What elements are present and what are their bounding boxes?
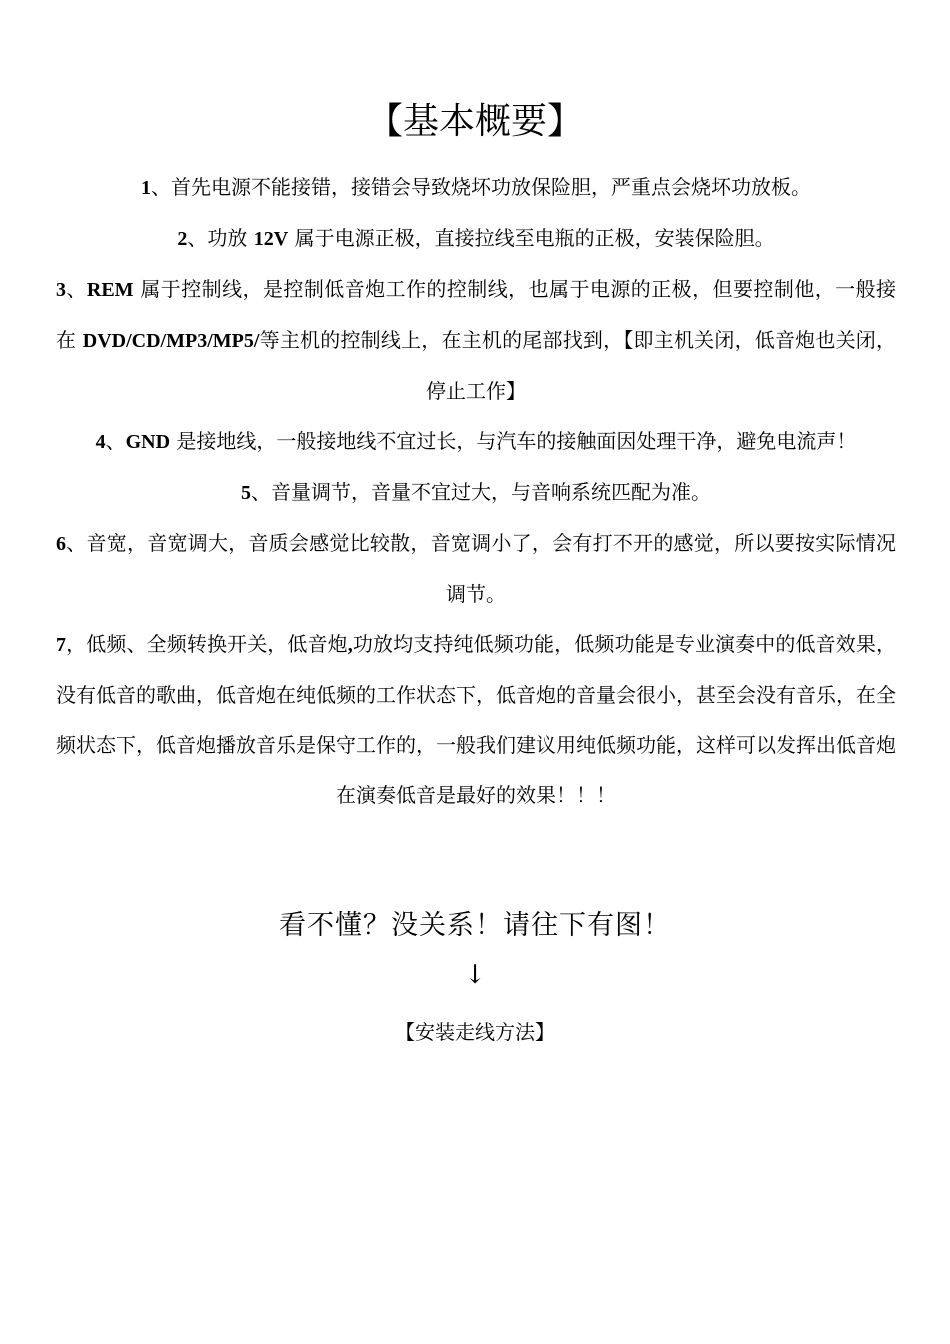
- item-3-text-pre: 、: [66, 277, 87, 301]
- item-7: [56, 619, 896, 820]
- section-heading-install: 【安装走线方法】: [395, 1020, 555, 1044]
- item-6-text: 、音宽，音宽调大，音质会感觉比较散，音宽调小了，会有打不开的感觉，所以要按实际情况调节。: [66, 531, 896, 606]
- down-arrow-icon: ↓: [464, 960, 486, 990]
- item-1-text: 、首先电源不能接错，接错会导致烧坏功放保险胆，严重点会烧坏功放板。: [151, 175, 811, 199]
- item-6: [56, 518, 896, 619]
- item-4-gnd: GND: [125, 431, 171, 453]
- item-3-rem: REM: [86, 279, 134, 301]
- item-1: [56, 162, 896, 213]
- item-3-number: 3: [56, 279, 66, 301]
- item-4-text-pre: 、: [105, 429, 126, 453]
- item-3-text-post: 等主机的控制线上，在主机的尾部找到，【即主机关闭，低音炮也关闭，停止工作】: [259, 328, 897, 403]
- item-4: [56, 416, 896, 467]
- item-2: [56, 213, 896, 264]
- item-5-number: 5: [241, 482, 251, 504]
- item-1-number: 1: [141, 177, 151, 199]
- item-6-number: 6: [56, 533, 66, 555]
- see-below-prompt: 看不懂？没关系！请往下有图！: [279, 910, 671, 941]
- item-2-voltage: 12V: [253, 228, 289, 250]
- item-2-number: 2: [177, 228, 188, 250]
- item-4-number: 4: [95, 431, 106, 453]
- item-7-text-pre: ，低频、全频转换开关，低音炮: [66, 632, 348, 656]
- item-7-text-post: 功放均支持纯低频功能，低频功能是专业演奏中的低音效果，没有低音的歌曲，低音炮在纯低频的工作状态下，低音炮的音量会很小，甚至会没有音乐，在全频状态下，低音炮播放音乐是保守工作的，一般我们建议用纯低频功能，这样可以发挥出低音炮在演奏低音是最好的效果！！！: [56, 632, 897, 807]
- item-2-text-post: 属于电源正极，直接拉线至电瓶的正极，安装保险胆。: [288, 226, 775, 250]
- item-3-text-mid: 属于控制线，是控制低音炮工作的控制线，也属于电源的正极，但要控制他，一般接在: [56, 277, 897, 352]
- item-5-text: 、音量调节，音量不宜过大，与音响系统匹配为准。: [251, 480, 711, 504]
- item-5: [56, 467, 896, 518]
- item-4-text-post: 是接地线，一般接地线不宜过长，与汽车的接触面因处理干净，避免电流声！: [170, 429, 857, 453]
- item-7-number: 7: [56, 634, 66, 656]
- item-3-devices: DVD/CD/MP3/MP5/: [82, 330, 260, 352]
- overview-body: [56, 162, 896, 820]
- item-3: [56, 264, 896, 416]
- item-2-text-pre: 、功放: [187, 226, 254, 250]
- page-title: 【基本概要】: [366, 101, 583, 142]
- item-7-comma: ,: [347, 634, 353, 656]
